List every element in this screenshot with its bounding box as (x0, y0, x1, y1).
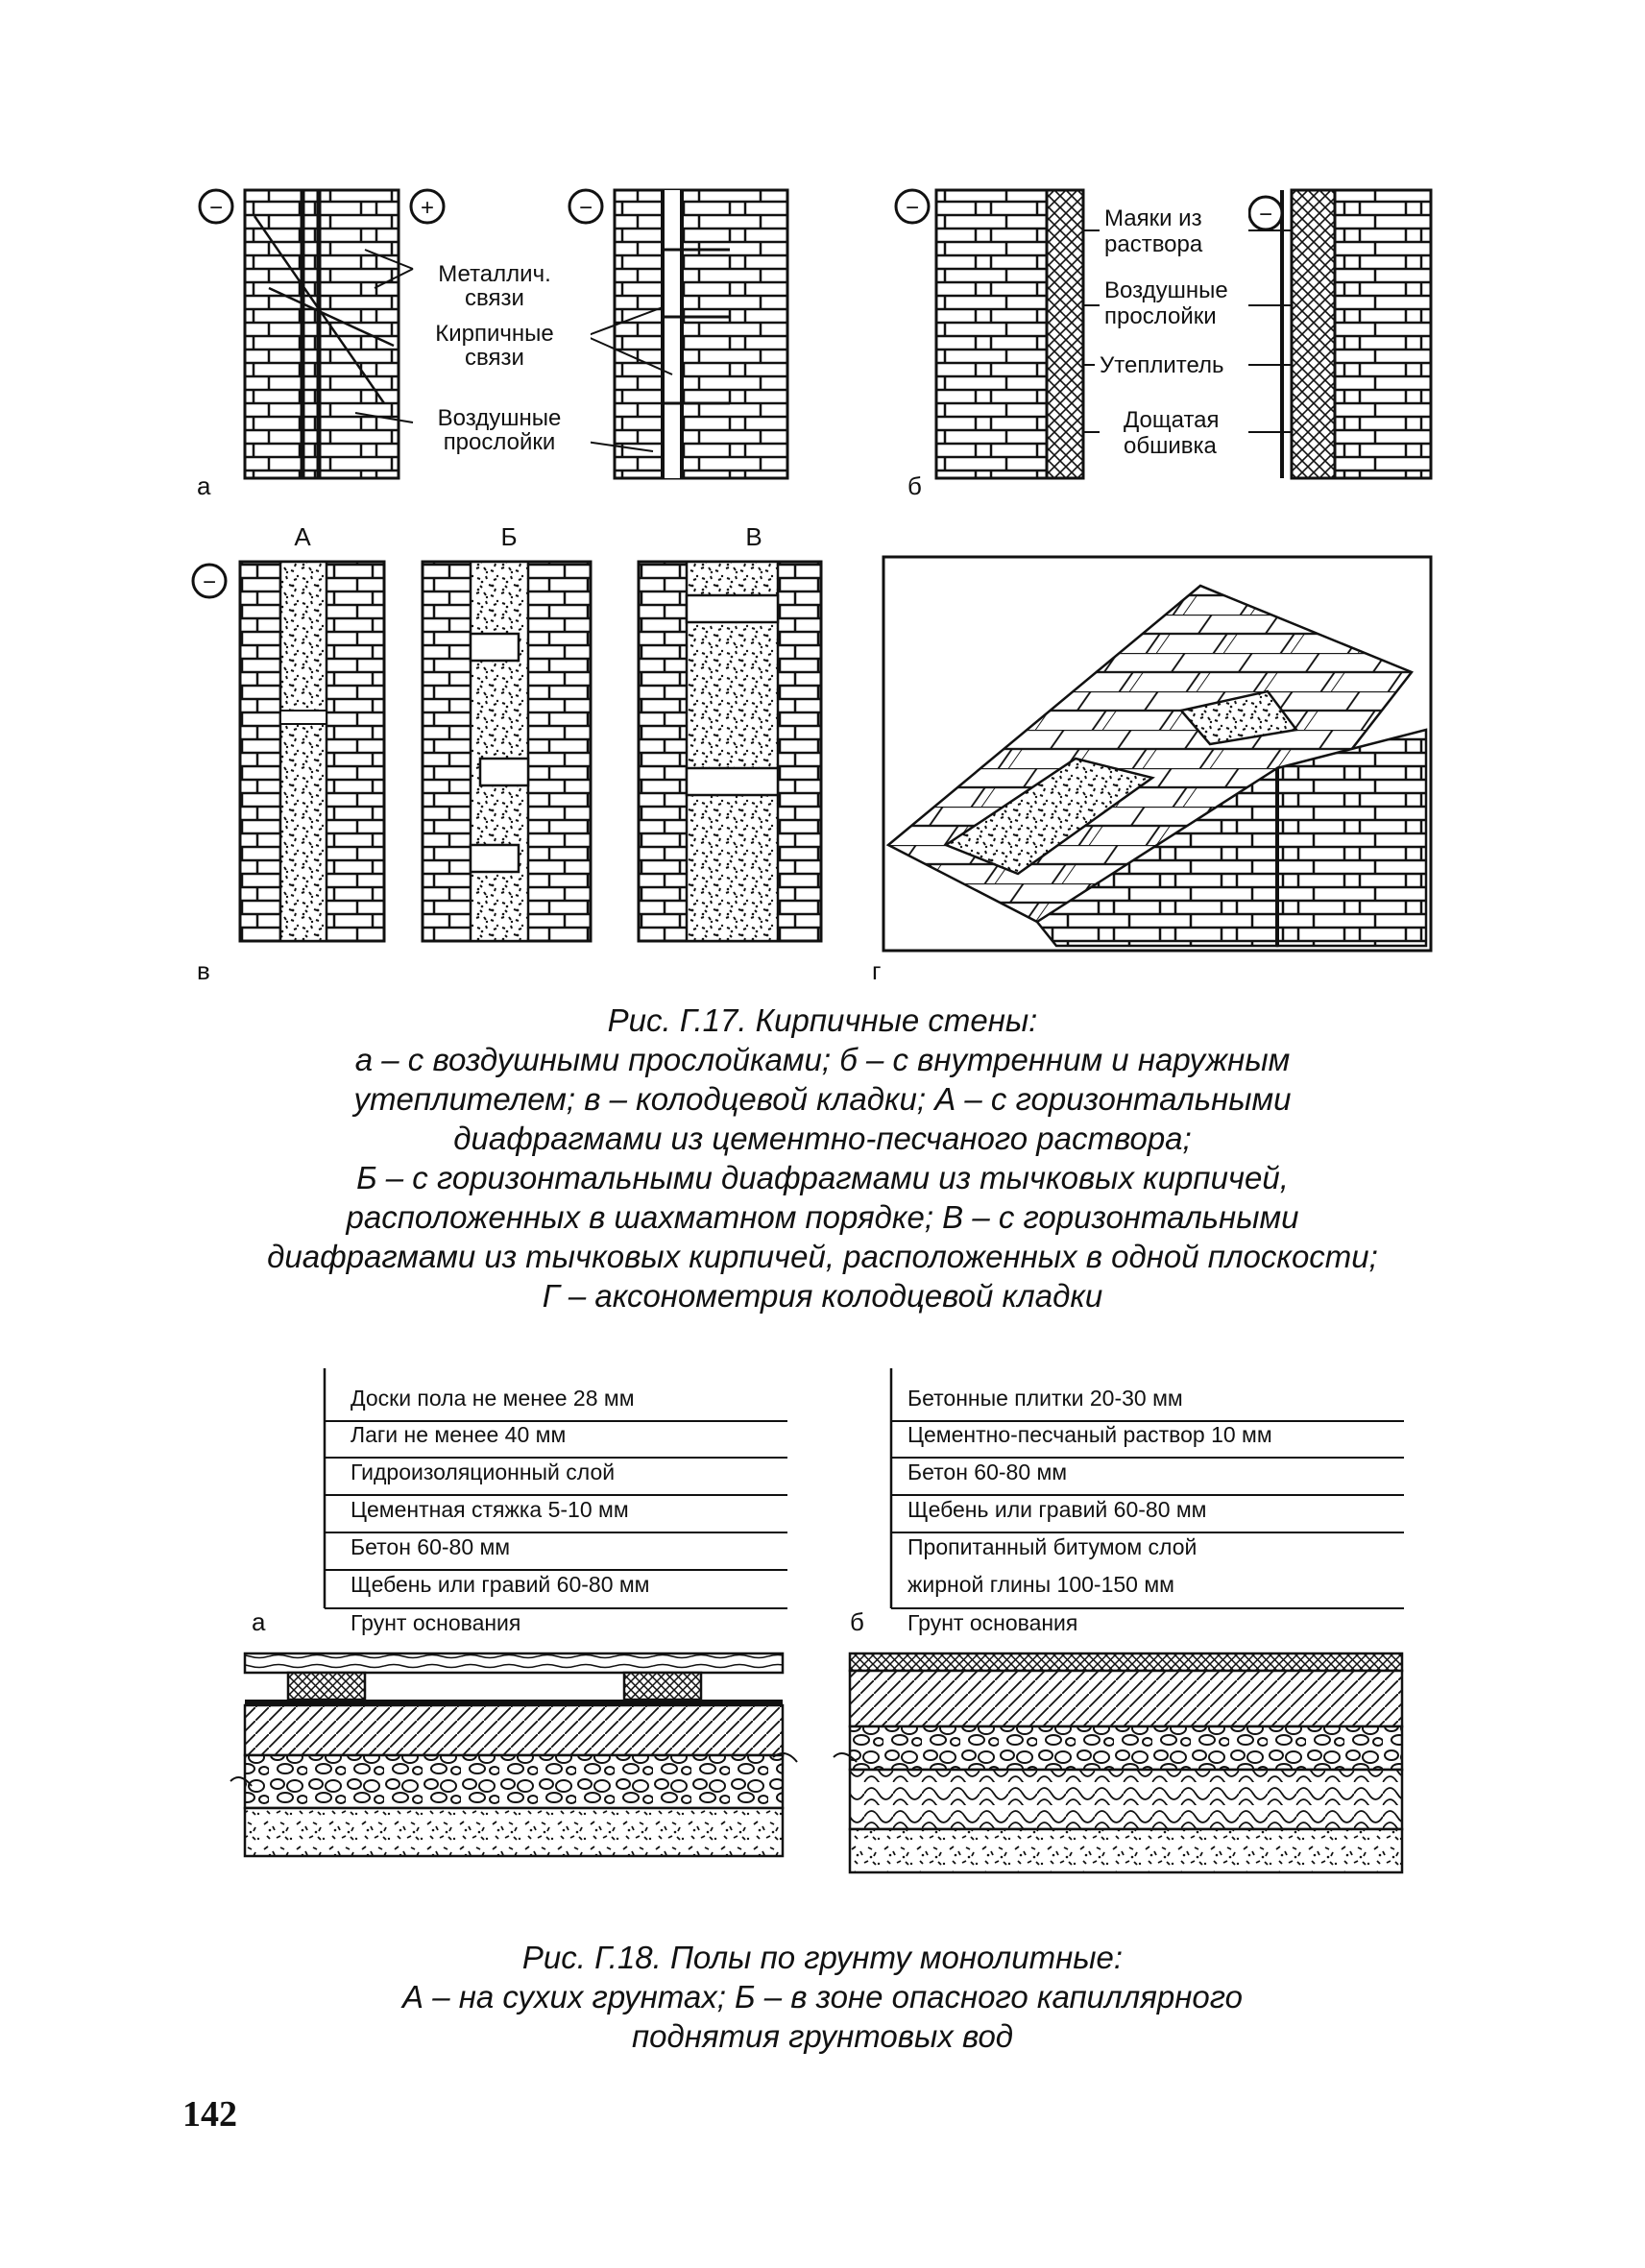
sub-label-18b: б (850, 1607, 864, 1636)
polarity-b-left (896, 190, 929, 223)
layer-b-1: Бетонные плитки 20-30 мм (907, 1386, 1183, 1411)
caption-17-line-8: Г – аксонометрия колодцевой кладки (542, 1278, 1103, 1314)
layer-a-6: Щебень или гравий 60-80 мм (351, 1572, 650, 1597)
callout-a-3: Кирпичные (435, 321, 554, 347)
caption-17-line-5: Б – с горизонтальными диафрагмами из тычковых кирпичей, (356, 1160, 1289, 1195)
axonometry-face-right (1277, 730, 1426, 946)
layer-b-3: Бетон 60-80 мм (907, 1460, 1068, 1484)
svg-text:−: − (1258, 202, 1273, 228)
callout-a-5: Воздушные (437, 405, 562, 431)
fig17-panel-a (197, 190, 787, 500)
layer-a-5: Бетон 60-80 мм (351, 1534, 511, 1559)
sub-label-v: в (197, 956, 210, 985)
layer-a-3: Гидроизоляционный слой (351, 1460, 616, 1484)
layer-labels-b (850, 1368, 1404, 1636)
concrete-tiles (850, 1653, 1402, 1671)
caption-17-line-3: утеплителем; в – колодцевой кладки; А – с горизонтальными (353, 1081, 1292, 1117)
svg-text:+: + (420, 195, 435, 221)
svg-text:−: − (578, 195, 593, 221)
caption-17-line-1: Рис. Г.17. Кирпичные стены: (607, 1002, 1038, 1038)
polarity-v (193, 565, 226, 597)
figure-18-drawings (0, 1344, 1645, 1940)
caption-18-line-2: А – на сухих грунтах; Б – в зоне опасного капиллярного (402, 1979, 1243, 2015)
layer-a-1: Доски пола не менее 28 мм (351, 1386, 635, 1411)
callout-b-1: Маяки из (1104, 205, 1202, 231)
soil-a (245, 1808, 783, 1856)
wall-b2 (1335, 190, 1431, 478)
wall-a2 (615, 190, 787, 478)
layer-b-2: Цементно-песчаный раствор 10 мм (907, 1422, 1272, 1447)
joist-right (624, 1673, 701, 1700)
layer-a-7: Грунт основания (351, 1610, 521, 1635)
callout-b-3: Воздушные (1104, 277, 1228, 303)
layer-b-6: жирной глины 100-150 мм (907, 1572, 1174, 1597)
polarity-a-left (200, 190, 232, 223)
caption-17-line-2: а – с воздушными прослойками; б – с внутренним и наружным (354, 1042, 1291, 1077)
variant-label-b: Б (500, 522, 518, 551)
layer-b-5: Пропитанный битумом слой (907, 1534, 1197, 1559)
sub-label-a: а (197, 471, 211, 500)
wall-b1 (936, 190, 1047, 478)
callout-a-2: связи (465, 285, 524, 311)
screed-concrete (245, 1705, 783, 1755)
caption-17-line-6: расположенных в шахматном порядке; В – с горизонтальными (346, 1199, 1299, 1235)
sub-label-b: б (907, 471, 922, 500)
caption-18-line-1: Рис. Г.18. Полы по грунту монолитные: (521, 1940, 1124, 1975)
insulation-b2 (1292, 190, 1335, 478)
layer-b-4: Щебень или гравий 60-80 мм (907, 1497, 1207, 1522)
callout-a-6: прослойки (443, 429, 556, 455)
sub-label-18a: а (252, 1607, 266, 1636)
callout-b-5: Утеплитель (1100, 352, 1224, 378)
layer-b-7: Грунт основания (907, 1610, 1078, 1635)
callout-b-2: раствора (1104, 231, 1203, 257)
svg-text:−: − (208, 195, 224, 221)
callout-b-6: Дощатая (1124, 407, 1220, 433)
layer-labels-a (252, 1368, 787, 1636)
polarity-a-right (411, 190, 444, 223)
insulation-b1 (1047, 190, 1083, 478)
layer-a-2: Лаги не менее 40 мм (351, 1422, 567, 1447)
floor-section-b (834, 1653, 1402, 1872)
page-number: 142 (182, 2094, 237, 2135)
caption-17-line-4: диафрагмами из цементно-песчаного раствора; (453, 1121, 1192, 1156)
floor-section-a (230, 1653, 797, 1856)
bitumen-clay (850, 1770, 1402, 1829)
joist-left (288, 1673, 365, 1700)
callout-a-1: Металлич. (438, 261, 551, 287)
polarity-b-right (1249, 197, 1282, 229)
fig17-panel-v (193, 522, 821, 985)
fig18-panel-b (834, 1368, 1404, 1872)
figure-17-caption (144, 1001, 1501, 1315)
figure-18-caption (144, 1938, 1501, 2056)
polarity-a-third (569, 190, 602, 223)
sub-label-g: г (872, 956, 882, 985)
svg-text:−: − (905, 195, 920, 221)
svg-text:−: − (202, 569, 217, 595)
fig17-panel-b (896, 190, 1431, 500)
figure-17-drawings (0, 0, 1645, 999)
gravel-b (850, 1726, 1402, 1770)
soil-b (850, 1829, 1402, 1872)
callout-b-4: прослойки (1104, 303, 1217, 329)
wall-a1 (245, 190, 399, 478)
variant-label-v: В (745, 522, 762, 551)
callout-a-4: связи (465, 345, 524, 371)
variant-label-a: А (294, 522, 311, 551)
fig17-panel-g (872, 557, 1431, 985)
floor-boards (245, 1653, 783, 1673)
mortar-concrete (850, 1671, 1402, 1726)
gravel-a (245, 1755, 783, 1808)
caption-17-line-7: диафрагмами из тычковых кирпичей, расположенных в одной плоскости; (267, 1239, 1378, 1274)
fig18-panel-a (230, 1368, 797, 1856)
callout-b-7: обшивка (1124, 433, 1217, 459)
caption-18-line-3: поднятия грунтовых вод (631, 2018, 1014, 2054)
layer-a-4: Цементная стяжка 5-10 мм (351, 1497, 629, 1522)
